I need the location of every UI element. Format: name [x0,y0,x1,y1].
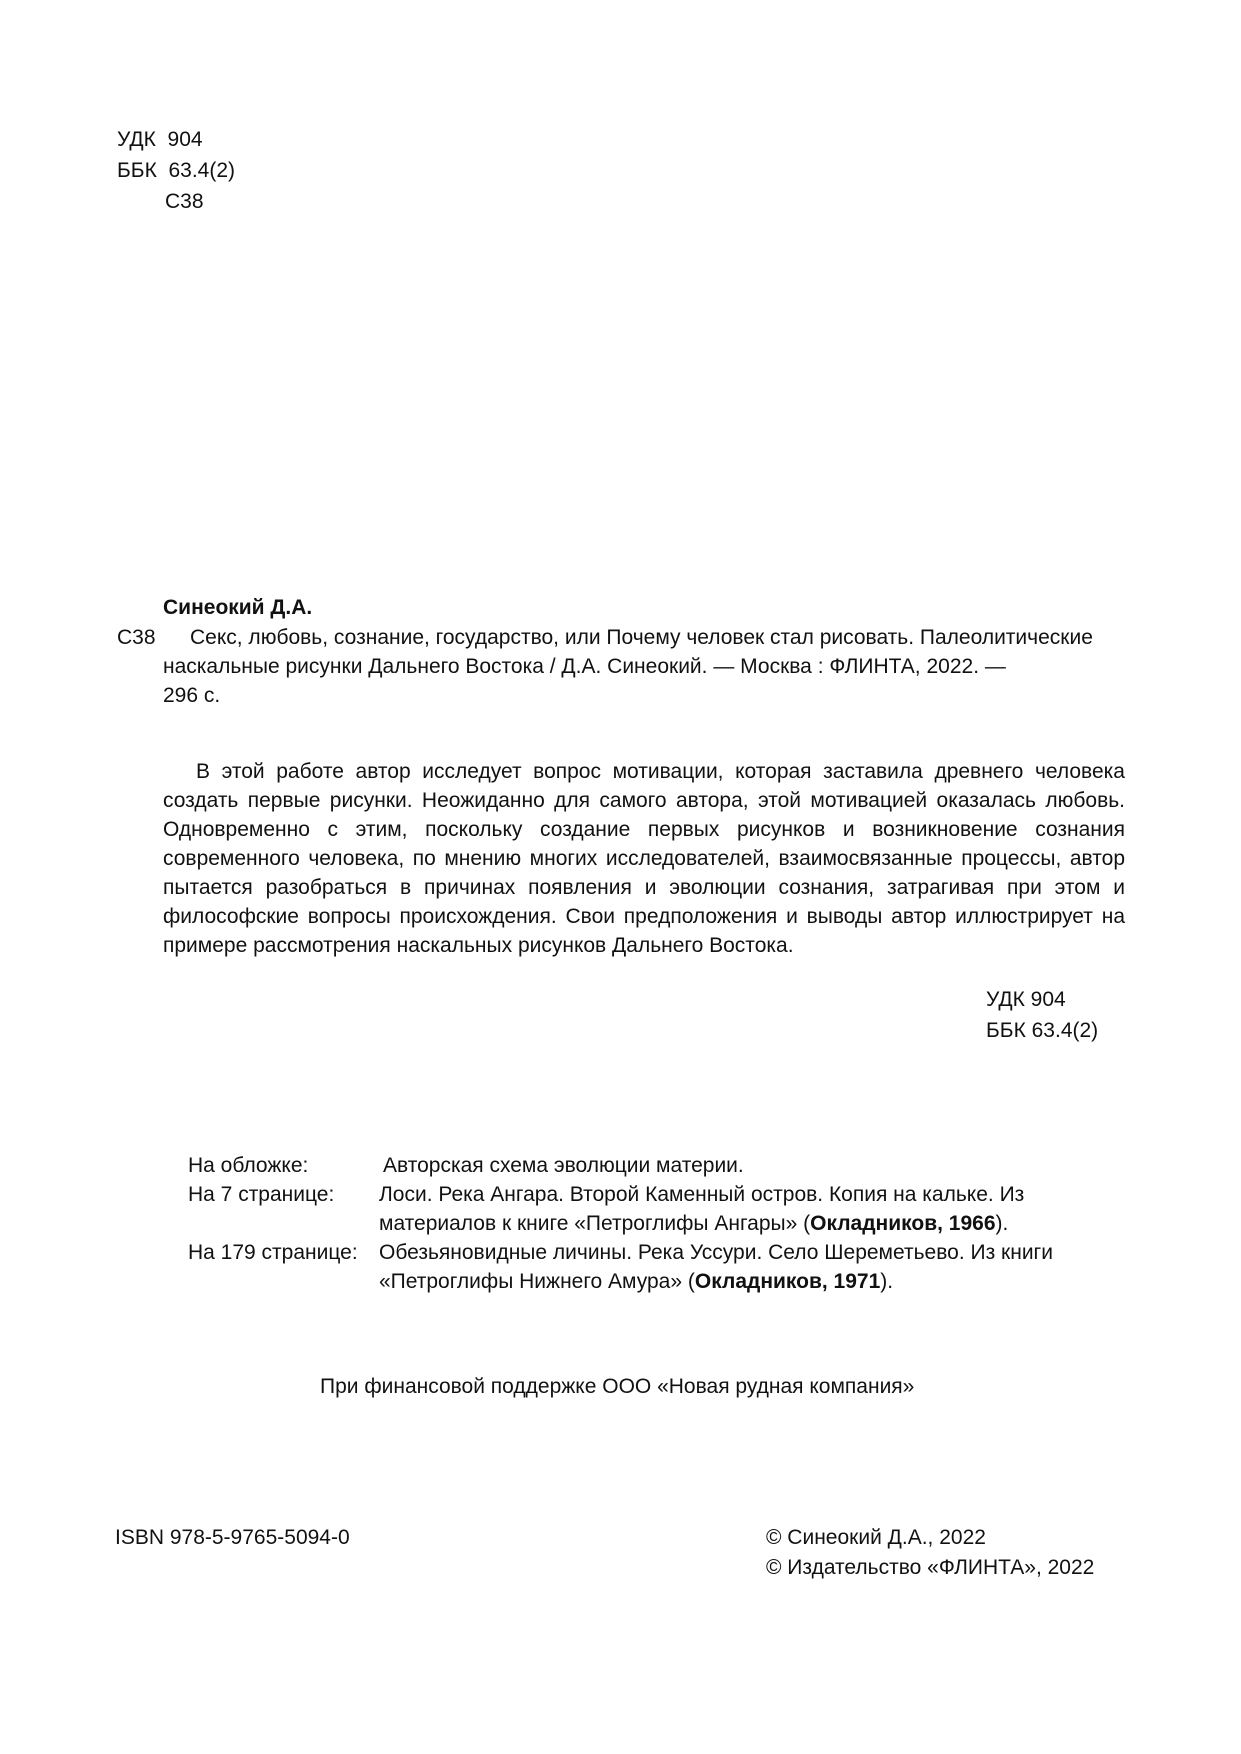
abstract-line-2: создать первые рисунки. Неожиданно для самого автора, этой мотивацией оказалась любовь. [163,789,1125,812]
udk-top [117,125,203,155]
isbn: ISBN 978-5-9765-5094-0 [115,1526,350,1549]
bbk-value: 63.4(2) [168,159,236,182]
p7-line-2-end: ). [995,1212,1009,1235]
abstract-line-3: Одновременно с этим, поскольку создание первых рисунков и возникновение сознания [163,818,1125,841]
bbk-right: ББК 63.4(2) [986,1019,1099,1042]
p7-line-2 [379,1209,1008,1238]
bbk-top [117,156,235,186]
entry-line-2: наскальные рисунки Дальнего Востока / Д.А. Синеокий. — Москва : ФЛИНТА, 2022. — [163,655,1006,678]
p179-line-2 [379,1267,893,1296]
abstract-line-7: примере рассмотрения наскальных рисунков Дальнего Востока. [163,934,794,957]
udk-value: 904 [167,128,203,151]
abstract-line-6: философские вопросы происхождения. Свои предположения и выводы автор иллюстрирует на [163,905,1125,928]
p179-line-2-text: «Петроглифы Нижнего Амура» ( [379,1270,695,1293]
p7-line-1: Лоси. Река Ангара. Второй Каменный остров. Копия на кальке. Из [379,1183,1025,1206]
copyright-author: © Синеокий Д.А., 2022 [766,1526,986,1549]
p179-line-2-end: ). [880,1270,894,1293]
p7-line-2-text: материалов к книге «Петроглифы Ангары» ( [379,1212,811,1235]
entry-line-3: 296 с. [163,684,221,707]
p7-label: На 7 странице: [188,1183,335,1206]
udk-right: УДК 904 [986,988,1066,1011]
author-sign-top: С38 [165,190,204,213]
p7-citation: Окладников, 1966 [810,1212,996,1235]
abstract-line-5: пытается разобраться в причинах появления и эволюции сознания, затрагивая при этом и [163,876,1125,899]
cover-label: На обложке: [188,1154,309,1177]
abstract-line-4: современного человека, по мнению многих исследователей, взаимосвязанные процессы, автор [163,847,1125,870]
cover-text: Авторская схема эволюции материи. [383,1154,744,1177]
p179-label: На 179 странице: [188,1241,358,1264]
entry-author: Синеокий Д.А. [163,596,313,619]
p179-line-1: Обезьяновидные личины. Река Уссури. Село Шереметьево. Из книги [379,1241,1053,1264]
p179-citation: Окладников, 1971 [694,1270,881,1293]
bbk-label: ББК [117,159,157,182]
abstract-line-1: В этой работе автор исследует вопрос мотивации, которая заставила древнего человека [196,760,1125,783]
support-note: При финансовой поддержке ООО «Новая рудная компания» [320,1375,915,1398]
entry-line-1: Секс, любовь, сознание, государство, или Почему человек стал рисовать. Палеолитические [190,626,1093,649]
entry-author-sign: С38 [117,626,156,649]
udk-label: УДК [117,128,156,151]
copyright-publisher: © Издательство «ФЛИНТА», 2022 [766,1556,1095,1579]
